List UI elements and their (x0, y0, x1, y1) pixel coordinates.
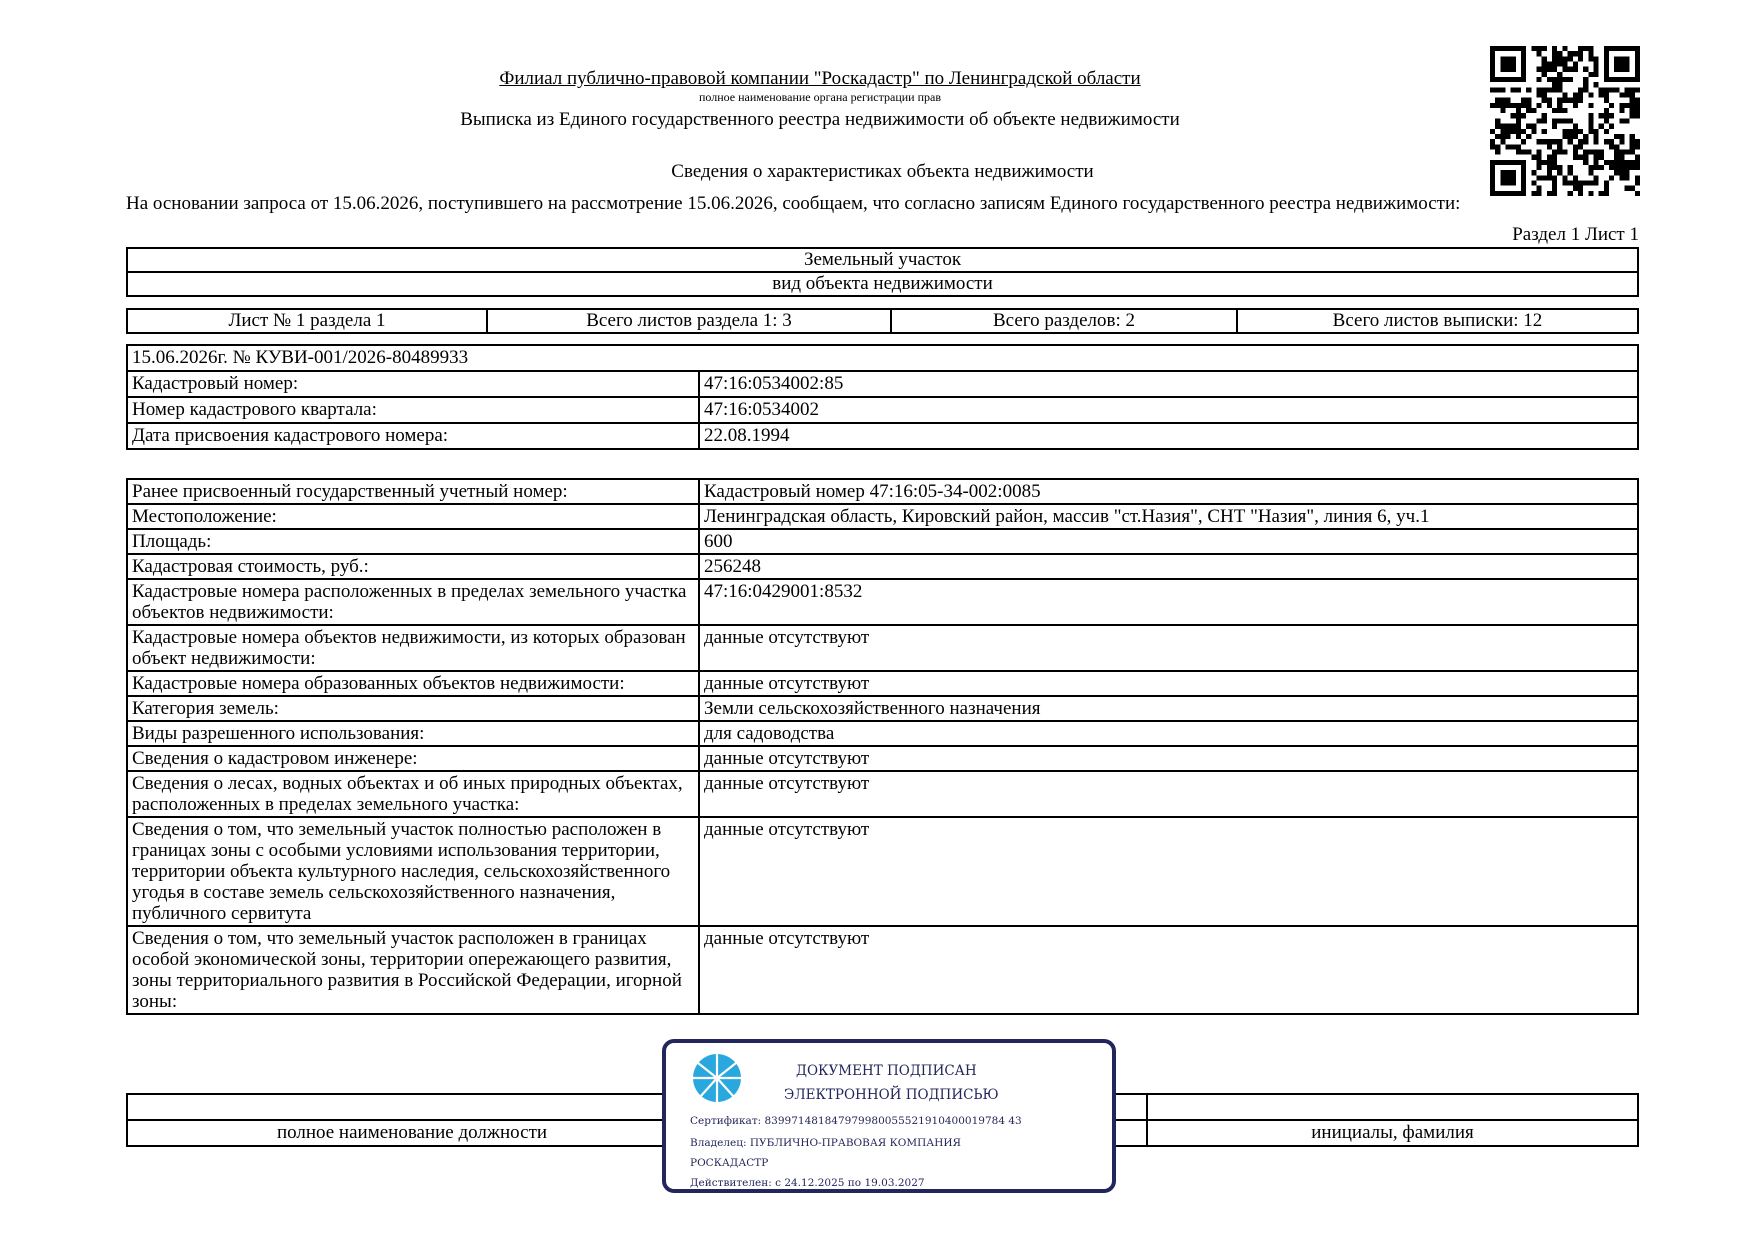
object-type-table (126, 247, 1639, 297)
name-field (1147, 1094, 1638, 1120)
row-value: данные отсутствуют (699, 625, 1638, 671)
table-row (127, 504, 1638, 529)
row-value: 256248 (699, 554, 1638, 579)
roskadastr-logo-icon (692, 1053, 742, 1103)
table-row (127, 529, 1638, 554)
organization-caption: полное наименование органа регистрации прав (698, 90, 942, 104)
row-value: Земли сельскохозяйственного назначения (699, 696, 1638, 721)
sections-total: Всего разделов: 2 (891, 309, 1237, 333)
row-label: Кадастровые номера образованных объектов недвижимости: (127, 671, 699, 696)
row-value: данные отсутствуют (699, 817, 1638, 926)
table-row (127, 721, 1638, 746)
row-value: данные отсутствуют (699, 926, 1638, 1014)
row-label: Категория земель: (127, 696, 699, 721)
qr-code-icon (1490, 46, 1640, 196)
stamp-title-line2: ЭЛЕКТРОННОЙ ПОДПИСЬЮ (784, 1087, 999, 1103)
row-value: 22.08.1994 (699, 423, 1638, 449)
row-value: данные отсутствуют (699, 671, 1638, 696)
record-id: 15.06.2026г. № КУВИ-001/2026-80489933 (127, 345, 1638, 371)
name-caption: инициалы, фамилия (1147, 1120, 1638, 1146)
row-label: Виды разрешенного использования: (127, 721, 699, 746)
row-label: Местоположение: (127, 504, 699, 529)
table-row (127, 817, 1638, 926)
extract-sheets-total: Всего листов выписки: 12 (1237, 309, 1638, 333)
table-row (127, 926, 1638, 1014)
row-label: Кадастровые номера объектов недвижимости, из которых образован объект недвижимости: (127, 625, 699, 671)
row-label: Сведения о том, что земельный участок полностью расположен в границах зоны с особыми условиями использования территории, территории объекта культурного наследия, сельскохозяйственного угодья в составе земель сельскохозяйственного назначения, публичного сервитута (127, 817, 699, 926)
object-type: Земельный участок (127, 248, 1638, 272)
row-value: Кадастровый номер 47:16:05-34-002:0085 (699, 479, 1638, 504)
table-row (127, 371, 1638, 397)
row-label: Кадастровая стоимость, руб.: (127, 554, 699, 579)
row-label: Кадастровые номера расположенных в пределах земельного участка объектов недвижимости: (127, 579, 699, 625)
row-label: Сведения о лесах, водных объектах и об иных природных объектах, расположенных в пределах земельного участка: (127, 771, 699, 817)
sheets-info-table (126, 308, 1639, 334)
row-value: 600 (699, 529, 1638, 554)
object-type-caption: вид объекта недвижимости (127, 272, 1638, 296)
row-value: 47:16:0534002 (699, 397, 1638, 423)
table-row (127, 554, 1638, 579)
electronic-signature-stamp (662, 1039, 1116, 1193)
row-value: для садоводства (699, 721, 1638, 746)
table-row (127, 397, 1638, 423)
record-table (126, 344, 1639, 450)
row-label: Площадь: (127, 529, 699, 554)
row-label: Сведения о том, что земельный участок расположен в границах особой экономической зоны, территории опережающего развития, зоны территориального развития в Российской Федерации, игорной зоны: (127, 926, 699, 1014)
row-label: Кадастровый номер: (127, 371, 699, 397)
stamp-certificate: Сертификат: 839971481847979980055521910400019784 43 (690, 1115, 1022, 1127)
row-label: Номер кадастрового квартала: (127, 397, 699, 423)
section-title: Сведения о характеристиках объекта недвижимости (671, 161, 1094, 182)
position-caption: полное наименование должности (127, 1120, 697, 1146)
sheet-number: Лист № 1 раздела 1 (127, 309, 487, 333)
row-value: данные отсутствуют (699, 771, 1638, 817)
row-value: данные отсутствуют (699, 746, 1638, 771)
stamp-owner-cont: РОСКАДАСТР (690, 1157, 769, 1169)
details-table (126, 478, 1639, 1015)
table-row (127, 671, 1638, 696)
sheet-reference: Раздел 1 Лист 1 (1512, 224, 1639, 245)
section-sheets-total: Всего листов раздела 1: 3 (487, 309, 891, 333)
table-row (127, 625, 1638, 671)
row-value: Ленинградская область, Кировский район, массив "ст.Назия", СНТ "Назия", линия 6, уч.1 (699, 504, 1638, 529)
table-row (127, 479, 1638, 504)
table-row (127, 746, 1638, 771)
position-field (127, 1094, 697, 1120)
row-label: Ранее присвоенный государственный учетный номер: (127, 479, 699, 504)
stamp-validity: Действителен: с 24.12.2025 по 19.03.2027 (690, 1177, 925, 1189)
table-row (127, 771, 1638, 817)
document-title: Выписка из Единого государственного реестра недвижимости об объекте недвижимости (460, 109, 1180, 130)
row-label: Сведения о кадастровом инженере: (127, 746, 699, 771)
row-value: 47:16:0429001:8532 (699, 579, 1638, 625)
organization-name: Филиал публично-правовой компании "Роскадастр" по Ленинградской области (499, 68, 1141, 89)
request-text: На основании запроса от 15.06.2026, поступившего на рассмотрение 15.06.2026, сообщаем, что согласно записям Единого государственного реестра недвижимости: (126, 193, 1461, 214)
row-label: Дата присвоения кадастрового номера: (127, 423, 699, 449)
table-row (127, 423, 1638, 449)
row-value: 47:16:0534002:85 (699, 371, 1638, 397)
stamp-title-line1: ДОКУМЕНТ ПОДПИСАН (796, 1063, 977, 1079)
table-row (127, 579, 1638, 625)
table-row (127, 696, 1638, 721)
stamp-owner: Владелец: ПУБЛИЧНО-ПРАВОВАЯ КОМПАНИЯ (690, 1137, 962, 1149)
